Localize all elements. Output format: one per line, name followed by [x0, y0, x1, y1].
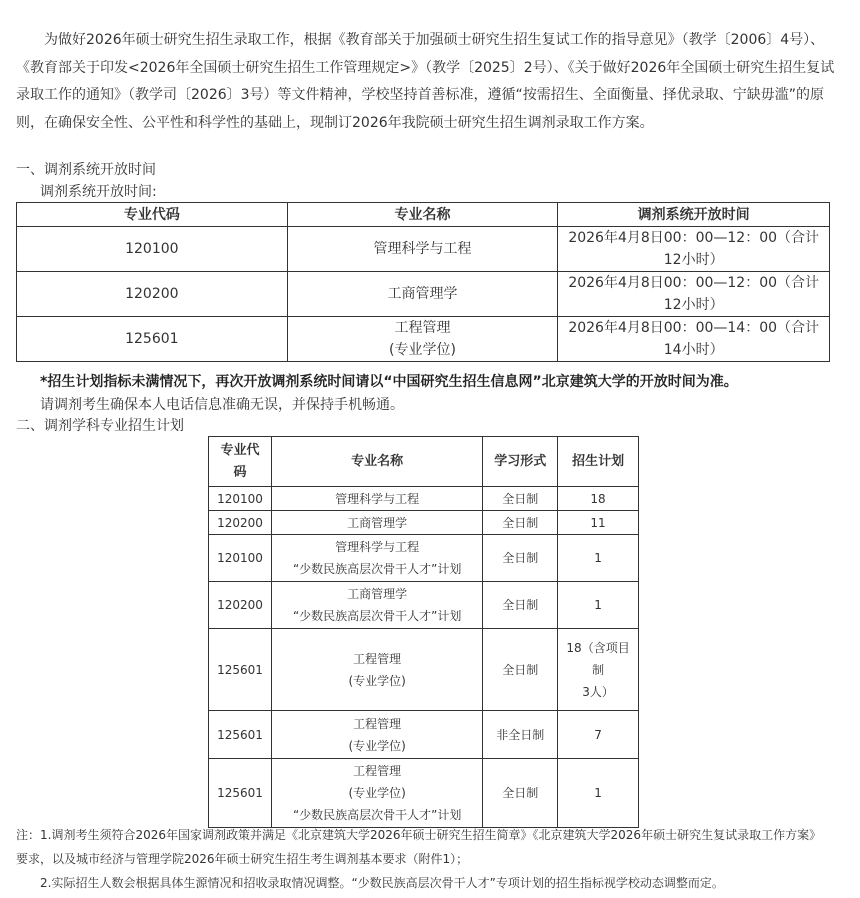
cell-name [271, 759, 482, 828]
header-plan [558, 437, 639, 487]
cell-name-line: “少数民族高层次骨干人才”计划 [292, 609, 462, 623]
intro-paragraph [16, 27, 842, 137]
cell-name-line: “少数民族高层次骨干人才”计划 [292, 562, 462, 576]
notice-bold: *招生计划指标未满情况下，再次开放调剂系统时间请以“中国研究生招生信息网”北京建筑大学的开放时间为准。 [40, 374, 738, 390]
header-plan-line: 招生计划 [572, 453, 625, 469]
table-row [209, 759, 639, 828]
cell-name-line: 管理科学与工程 [373, 241, 472, 257]
cell-time-line: 12小时） [663, 252, 724, 268]
cell-code: 120200 [209, 582, 272, 629]
intro-text: 为做好2026年硕士研究生招生录取工作，根据《教育部关于加强硕士研究生招生复试工作的指导意见》（教学〔2006〕4号）、《教育部关于印发<2026年全国硕士研究生招生工作管理规定>》（教学〔2025〕2号）、《关于做好2026年全国硕士研究生招生复试录取工作的通知》（教学司〔2026〕3号）等文件精神，学校坚持首善标准，遵循“按需招生、全面衡量、择优录取、宁缺毋滥”的原则，在确保安全性、公平性和科学性的基础上，现制订2026年我院硕士研究生招生调剂录取工作方案。 [16, 32, 835, 131]
cell-name-line: 工程管理 [394, 320, 451, 336]
cell-name-line: 管理科学与工程 [335, 491, 420, 506]
open-time-table [16, 202, 830, 362]
table-row [209, 511, 639, 535]
cell-mode: 全日制 [483, 511, 558, 535]
header-name: 专业名称 [287, 203, 558, 227]
cell-name [271, 711, 482, 759]
cell-plan [558, 487, 639, 511]
cell-code: 125601 [17, 317, 288, 362]
table-row [17, 317, 830, 362]
cell-plan-line: 18 [590, 491, 606, 506]
table-row [209, 582, 639, 629]
table-row [17, 227, 830, 272]
cell-name-line: “少数民族高层次骨干人才”计划 [292, 808, 462, 822]
cell-name [271, 535, 482, 582]
footnote-line1: 注：1.调剂考生须符合2026年国家调剂政策并满足《北京建筑大学2026年硕士研究生招生简章》《北京建筑大学2026年硕士研究生复试录取工作方案》 [16, 828, 822, 842]
cell-mode: 全日制 [483, 487, 558, 511]
cell-code: 120100 [209, 487, 272, 511]
header-code-line: 专业代 [220, 442, 260, 458]
cell-time [558, 317, 830, 362]
table-header-row [17, 203, 830, 227]
enrollment-plan-table [208, 436, 639, 828]
cell-name-line: 工程管理 [353, 716, 402, 731]
cell-name-line: (专业学位) [389, 342, 456, 358]
cell-time [558, 272, 830, 317]
section2-heading: 二、调剂学科专业招生计划 [16, 418, 184, 434]
cell-name-line: (专业学位) [348, 786, 406, 800]
cell-plan-line: 1 [594, 786, 602, 800]
header-time: 调剂系统开放时间 [558, 203, 830, 227]
cell-code: 125601 [209, 759, 272, 828]
cell-name-line: (专业学位) [348, 738, 406, 753]
cell-plan [558, 711, 639, 759]
cell-plan-line: 11 [590, 515, 606, 530]
cell-plan [558, 759, 639, 828]
table-row [209, 535, 639, 582]
cell-plan [558, 629, 639, 711]
cell-name [271, 629, 482, 711]
cell-mode: 非全日制 [483, 711, 558, 759]
header-name-line: 专业名称 [351, 453, 404, 469]
cell-time-line: 12小时） [663, 297, 724, 313]
header-name [271, 437, 482, 487]
footnote-line2: 要求，以及城市经济与管理学院2026年硕士研究生招生考生调剂基本要求（附件1）； [16, 852, 469, 866]
table-row [209, 629, 639, 711]
cell-time [558, 227, 830, 272]
cell-name [271, 511, 482, 535]
header-code-line: 码 [233, 464, 247, 480]
header-code: 专业代码 [17, 203, 288, 227]
cell-name-line: 工商管理学 [347, 515, 408, 530]
cell-time-line: 14小时） [663, 342, 724, 358]
cell-name [271, 582, 482, 629]
cell-code: 125601 [209, 711, 272, 759]
cell-plan-line: 18（含项目制 [566, 640, 630, 677]
cell-time-line: 2026年4月8日00：00—14：00（合计 [568, 320, 820, 336]
notice-phone: 请调剂考生确保本人电话信息准确无误，并保持手机畅通。 [40, 397, 404, 413]
table-row [17, 272, 830, 317]
cell-mode: 全日制 [483, 535, 558, 582]
cell-mode: 全日制 [483, 629, 558, 711]
cell-plan-line: 7 [594, 727, 602, 742]
cell-plan-line: 1 [594, 598, 602, 612]
cell-plan-line: 3人） [582, 684, 614, 699]
header-mode [483, 437, 558, 487]
cell-name-line: 工商管理学 [387, 286, 458, 302]
cell-code: 120100 [209, 535, 272, 582]
table-row [209, 487, 639, 511]
header-code [209, 437, 272, 487]
cell-name-line: 管理科学与工程 [335, 540, 420, 554]
cell-plan [558, 511, 639, 535]
cell-time-line: 2026年4月8日00：00—12：00（合计 [568, 230, 820, 246]
cell-code: 120100 [17, 227, 288, 272]
cell-plan [558, 535, 639, 582]
cell-name-line: (专业学位) [348, 673, 406, 688]
cell-code: 125601 [209, 629, 272, 711]
cell-code: 120200 [209, 511, 272, 535]
cell-mode: 全日制 [483, 582, 558, 629]
cell-mode: 全日制 [483, 759, 558, 828]
cell-code: 120200 [17, 272, 288, 317]
cell-plan [558, 582, 639, 629]
table-row [209, 711, 639, 759]
table-header-row [209, 437, 639, 487]
cell-name-line: 工程管理 [353, 764, 402, 778]
cell-name [287, 272, 558, 317]
cell-name-line: 工商管理学 [347, 587, 408, 601]
footnote-line3: 2.实际招生人数会根据具体生源情况和招收录取情况调整。“少数民族高层次骨干人才”专项计划的招生指标视学校动态调整而定。 [40, 876, 724, 890]
cell-time-line: 2026年4月8日00：00—12：00（合计 [568, 275, 820, 291]
section1-subheading: 调剂系统开放时间: [40, 184, 157, 200]
cell-name [271, 487, 482, 511]
cell-name-line: 工程管理 [353, 651, 402, 666]
cell-name [287, 227, 558, 272]
section1-heading: 一、调剂系统开放时间 [16, 162, 156, 178]
header-mode-line: 学习形式 [494, 453, 547, 469]
open-time-table-body [17, 227, 830, 362]
cell-name [287, 317, 558, 362]
enrollment-plan-table-body [209, 487, 639, 828]
cell-plan-line: 1 [594, 551, 602, 565]
